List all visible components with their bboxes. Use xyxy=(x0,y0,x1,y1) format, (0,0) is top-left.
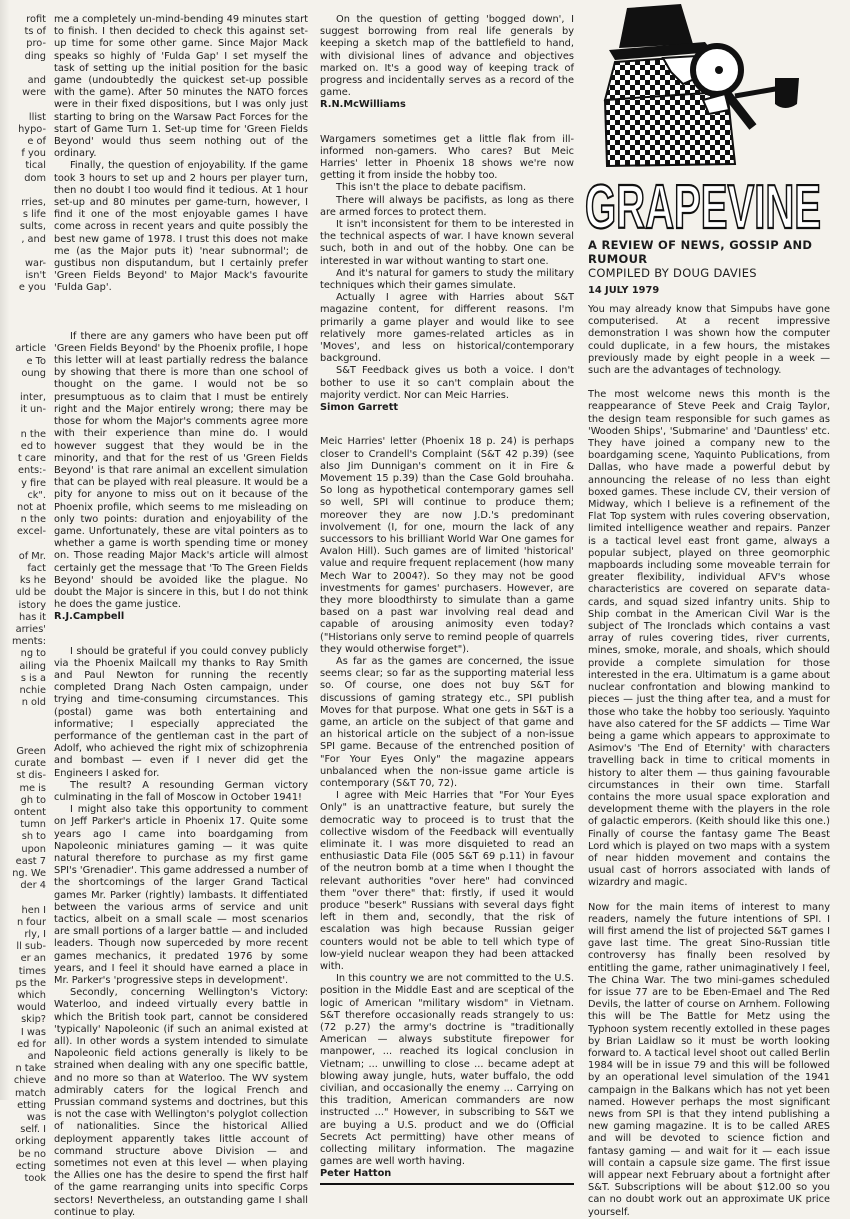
gutter-text-fragment: ed to xyxy=(20,441,46,452)
gutter-text-fragment: me is xyxy=(19,782,46,794)
byline: COMPILED BY DOUG DAVIES xyxy=(588,266,757,280)
gutter-text-fragment: I was xyxy=(20,1026,46,1038)
col3-paragraph: The most welcome news this month is the reappearance of Steve Peek and Craig Taylor, the design team responsible for such games as 'Wooden Ships', 'Submarine' and 'Dauntless' etc. They have joined a company new to the boardgaming scene, Yaquinto Publications, from Dallas, who have made a powerful debut by announcing the release of no less than eight boxed games. These include CV, their version of Midway, which I believe is a refinement of the Flat Top system with rules covering observation, limited intelligence weather and repairs. Panzer is a tactical level east front game, always a popular subject, played on three geomorphic mapboards including some moveable terrain for greater flexibility, individual AFV's whose characteristics are covered on separate data-cards, and squad sized infantry units. Ship to Ship combat in the American Civil War is the subject of The Ironclads which contains a vast array of rules covering tides, river currents, mines, smoke, morale, and shoals, which should provide a complete simulation for those interested in the era. Ultimatum is a game about nuclear confrontation and blowing mankind to pieces — just the thing after tea, and a must for those who take the hobby too seriously. Yaquinto have also catered for the SF addicts — Time War being a game which appears to approximate to Asimov's 'The End of Eternity' with characters travelling back in time to critical moments in history to alter them — thus gaining favourable circumstances in their own time. Starfall contains the more usual space exploration and development theme with the players in the role of galactic emperors. (Keith should like this one.) Finally of course the fantasy game The Beast Lord which is played on two maps with a system of near hidden movement and contains the usual cast of horrors associated with lands of wizardry and magic. xyxy=(588,389,830,889)
gutter-text-fragment: were xyxy=(22,87,46,99)
col1-paragraph: If there are any gamers who have been put off 'Green Fields Beyond' by the Phoenix profile, I hope this letter will at least partially redress the balance by showing that there is more than one school of thought on the game. I would not be so presumptuous as to claim that I must be entirely right and the Major entirely wrong; there may be those for whom the Major's comments agree more with their experience than mine do. I would however suggest that they would be in the minority, and that for the rest of us 'Green Fields Beyond' is that rare animal an excellent simulation that can be played with real pleasure. It would be a pity for anyone to miss out on it because of the Phoenix profile, which seems to me misleading on only two points: duration and enjoyability of the game. Unfortunately, these are vital pointers as to whether a game is worth spending time or money on. Those reading Major Mack's article will almost certainly get the message that 'To The Green Fields Beyond' should be avoided like the plague. No doubt the Major is sincere in this, but I do not think he does the game justice. xyxy=(54,330,308,611)
gutter-text-fragment: east 7 xyxy=(15,855,46,867)
col2-paragraph: I agree with Meic Harries that "For Your Eyes Only" is an unattractive feature, but surely the democratic way to proceed is to trust that the collective wisdom of the Feedback will eventually eliminate it. I was more disquieted to read an enthusiastic Data File (005 S&T 69 p.11) in favour of the neutron bomb at a time when I thought the relevant authorities "over here" had convinced them "over there" that: firstly, if used it would produce "beserk" Russians with several days fight left in them and, secondly, that the risk of escalation was high because Russian geiger counters would not be able to tell which type of low-yield nuclear weapon they had been attacked with. xyxy=(320,790,574,973)
gutter-text-fragment: der 4 xyxy=(20,880,46,892)
gutter-text-fragment: n take xyxy=(15,1063,46,1075)
gutter-text-fragment: hypo- xyxy=(18,123,46,135)
gutter-text-fragment: ding xyxy=(24,50,46,62)
col1-paragraph: Finally, the question of enjoyability. If the game took 3 hours to set up and 2 hours per player turn, then no doubt I too would find it tedious. At 1 hour set-up and 80 minutes per game-turn, however, I find it one of the most enjoyable games I have come across in recent years and quite possibly the best new game of 1978. I trust this does not make me (as the Major puts it) 'near subnormal'; de gustibus non disputandum, but I certainly prefer 'Green Fields Beyond' to Major Mack's favourite 'Fulda Gap'. xyxy=(54,160,308,294)
gutter-text-fragment: hen I xyxy=(21,904,46,916)
gutter-text-fragment: ck". xyxy=(27,489,46,501)
col2-paragraph: As far as the games are concerned, the issue seems clear; so far as the supporting material less so. Of course, one does not buy S&T for discussions of gaming strategy etc., SPI publish Moves for that purpose. What one gets in S&T is a game, an article on the subject of that game and an historical article on the subject of a non-issue SPI game. Because of the entrenched position of "For Your Eyes Only" the magazine appears unbalanced when the non-issue game article is contemporary (S&T 70, 72). xyxy=(320,655,574,789)
gutter-text-fragment: ps the xyxy=(15,977,46,989)
gutter-text-fragment: ed for xyxy=(17,1038,46,1050)
gutter-text-fragment: match xyxy=(15,1087,46,1099)
gutter-text-fragment: war- xyxy=(25,258,46,269)
gutter-text-fragment: tumn xyxy=(20,819,46,831)
gutter-text-fragment: orking xyxy=(15,1136,46,1148)
end-rule xyxy=(320,1183,574,1185)
gutter-text-fragment: ts of xyxy=(24,26,46,38)
gutter-text-fragment: s life xyxy=(22,209,46,221)
gutter-text-fragment: ecting xyxy=(15,1160,46,1172)
gutter-text-fragment: isn't xyxy=(25,270,46,282)
gutter-text-fragment: article xyxy=(15,343,46,355)
gutter-text-fragment: er an xyxy=(20,953,46,965)
gutter-text-fragment: tical xyxy=(25,160,46,172)
col1-paragraph: me a completely un-mind-bending 49 minutes start to finish. I then decided to check this against set-up time for some other game. Since Major Mack speaks so highly of 'Fulda Gap' I set myself the task of setting up the initial position for the basic game (undoubtedly the quickest set-up possible with the game). After 50 minutes the NATO forces were in their fixed dispositions, but I was only just starting to bring on the Warsaw Pact Forces for the start of Game Turn 1. Set-up time for 'Green Fields Beyond' would thus seem nothing out of the ordinary. xyxy=(54,14,308,160)
gutter-text-fragment: has it xyxy=(19,611,46,623)
gutter-text-fragment: e you xyxy=(18,282,46,294)
gutter-text-fragment: it un- xyxy=(20,404,46,416)
column-2 xyxy=(320,14,574,1185)
col1-paragraph: Secondly, concerning Wellington's Victory: Waterloo, and indeed virtually every battle in which the British took part, cannot be considered 'typically' Napoleonic (if such an animal existed at all). In other words a system intended to simulate Napoleonic field actions generally is likely to be strained when dealing with any one specific battle, and no more so than at Waterloo. The WV system admirably caters for the logical French and Prussian command systems and doctrines, but this is not the case with Wellington's polyglot collection of nationalities. Since the historical Allied deployment apparently takes little account of command structure above Division — and sometimes not even at this level — when playing the Allies one has the desire to spend the first half of the game rearranging units into specific Corps sectors! Nevertheless, an outstanding game I shall continue to play. xyxy=(54,987,308,1218)
gutter-text-fragment: and xyxy=(27,1051,46,1062)
gutter-text-fragment: upon xyxy=(21,843,46,855)
col2-paragraph: S&T Feedback gives us both a voice. I don't bother to use it so can't complain about the majority verdict. Nor can Meic Harries. xyxy=(320,365,574,401)
gutter-text-fragment: excel- xyxy=(16,526,46,538)
gutter-text-fragment: etting xyxy=(17,1099,46,1111)
gutter-text-fragment: n old xyxy=(21,697,46,709)
gutter-text-fragment: rries, xyxy=(21,197,46,208)
gutter-text-fragment: ents:- xyxy=(17,465,46,477)
gutter-text-fragment: s is a xyxy=(20,672,46,684)
gutter-text-fragment: times xyxy=(18,965,46,977)
gutter-text-fragment: self. I xyxy=(20,1124,46,1136)
gutter-text-fragment: t care xyxy=(17,453,46,465)
gutter-text-fragment: ng. We xyxy=(12,868,46,879)
gutter-text-fragment: oung xyxy=(21,367,46,379)
gutter-text-fragment: nchie xyxy=(19,685,46,696)
gutter-text-fragment: not at xyxy=(16,502,46,513)
gutter-text-fragment: would xyxy=(16,1002,46,1014)
col2-paragraph: On the question of getting 'bogged down', I suggest borrowing from real life generals by keeping a sketch map of the battlefield to hand, with divisional lines of advance and objectives marked on. It's a good way of keeping track of progress and incidentally serves as a record of the game. xyxy=(320,14,574,99)
left-gutter-fragments xyxy=(0,0,46,1184)
gutter-text-fragment: e To xyxy=(26,355,46,367)
detective-illustration xyxy=(585,0,830,172)
col1-paragraph: I should be grateful if you could convey publicly via the Phoenix Mailcall my thanks to Ray Smith and Paul Newton for running the recently completed Drang Nach Osten campaign, under trying and time-consuming circumstances. This (postal) game was both entertaining and informative; I especially appreciated the performance of the gentleman cast in the part of Adolf, who achieved the right mix of schizophrenia and bombast — even if I never did get the Engineers I asked for. xyxy=(54,645,308,779)
col1-paragraph: The result? A resounding German victory culminating in the fall of Moscow in October 1941! xyxy=(54,779,308,803)
gutter-text-fragment: f you xyxy=(21,148,46,160)
gutter-text-fragment: n the xyxy=(20,514,46,526)
gutter-text-fragment: skip? xyxy=(21,1014,46,1026)
gutter-text-fragment: ontent xyxy=(13,807,46,818)
letter-signature: R.N.McWilliams xyxy=(320,99,406,111)
gutter-text-fragment: llist xyxy=(28,111,46,123)
gutter-text-fragment: was xyxy=(26,1112,46,1123)
gutter-text-fragment: ng to xyxy=(20,648,46,660)
gutter-text-fragment: sh to xyxy=(21,831,46,843)
letter-signature: R.J.Campbell xyxy=(54,611,125,623)
gutter-text-fragment: uld be xyxy=(15,587,46,599)
col2-paragraph: This isn't the place to debate pacifism. xyxy=(336,182,527,194)
gutter-text-fragment: y fire xyxy=(21,477,46,489)
page-title xyxy=(583,170,823,242)
gutter-text-fragment: n four xyxy=(16,916,46,928)
gutter-text-fragment: rly, I xyxy=(24,929,46,940)
grapevine-masthead-illustration xyxy=(585,0,830,176)
col1-paragraph: I might also take this opportunity to comment on Jeff Parker's article in Phoenix 17. Quite some years ago I came into boardgaming from Napoleonic miniatures gaming — it was quite natural therefore to purchase as my first game SPI's 'Grenadier'. This game addressed a number of the shortcomings of the larger Grand Tactical games Mr. Parker (rightly) lambasts. It diffentiated between the various arms of service and unit tactics, albeit on a small scale — most scenarios are small portions of a larger battle — and included leaders. Though now superceded by more recent games mechanics, it predated 1976 by some years, and I feel it should have earned a place in Mr. Parker's 'progressive steps in development'. xyxy=(54,804,308,987)
gutter-text-fragment: ll sub- xyxy=(16,941,46,953)
letter-signature: Simon Garrett xyxy=(320,402,399,414)
gutter-text-fragment: istory xyxy=(18,599,46,611)
grapevine-title-text: GRAPEVINE xyxy=(585,173,821,242)
gutter-text-fragment: Green xyxy=(16,746,46,757)
gutter-text-fragment: inter, xyxy=(20,392,46,404)
page-subtitle: A REVIEW OF NEWS, GOSSIP AND RUMOUR xyxy=(588,238,813,266)
gutter-text-fragment: arries' xyxy=(15,624,46,635)
gutter-text-fragment: and xyxy=(27,75,46,86)
gutter-text-fragment: sults, xyxy=(19,221,46,233)
column-3 xyxy=(588,304,830,1219)
gutter-text-fragment: curate xyxy=(14,758,46,770)
column-1 xyxy=(54,14,308,1219)
gutter-text-fragment: of Mr. xyxy=(18,550,46,562)
gutter-text-fragment: rofit xyxy=(26,14,46,25)
gutter-text-fragment: be no xyxy=(18,1148,46,1160)
col2-paragraph: In this country we are not committed to the U.S. position in the Middle East and are sceptical of the logic of American "military wisdom" in Vietnam. S&T therefore occasionally reads strangely to us: (72 p.27) the army's doctrine is "traditionally American — always substitute firepower for manpower, ... reached its logical conclusion in Vietnam; ... unwilling to close ... became adept at blowing away jungle, huts, water buffalo, the odd civilian, and occasionally the enemy ... Carrying on this tradition, American commanders are now instructed ..." However, in subscribing to S&T we are buying a U.S. product and we do (Official Secrets Act permitting) have other means of collecting military information. The magazine games are well worth having. xyxy=(320,973,574,1168)
gutter-text-fragment: pro- xyxy=(26,38,46,50)
gutter-text-fragment: , and xyxy=(21,233,46,245)
gutter-text-fragment: ments: xyxy=(11,636,46,648)
col2-paragraph: Wargamers sometimes get a little flak from ill-informed non-gamers. Who cares? But Meic Harries' letter in Phoenix 18 shows we're now getting it from inside the hobby too. xyxy=(320,133,574,182)
col2-paragraph: And it's natural for gamers to study the military techniques which their games simulate. xyxy=(320,267,574,292)
gutter-text-fragment: ailing xyxy=(19,660,46,672)
dateline: 14 JULY 1979 xyxy=(588,285,660,296)
gutter-text-fragment: ks he xyxy=(19,575,46,587)
gutter-text-fragment: n the xyxy=(20,428,46,440)
letter-signature: Peter Hatton xyxy=(320,1168,392,1180)
gutter-text-fragment: st dis- xyxy=(16,770,46,782)
gutter-text-fragment: dom xyxy=(24,172,46,184)
gutter-text-fragment: which xyxy=(17,990,46,1001)
gutter-text-fragment: chieve xyxy=(13,1075,46,1087)
col2-paragraph: There will always be pacifists, as long as there are armed forces to protect them. xyxy=(320,194,574,218)
gutter-text-fragment: gh to xyxy=(20,794,46,806)
col2-paragraph: Actually I agree with Harries about S&T magazine content, for different reasons. I'm primarily a game player and would like to see relatively more games-related articles as in 'Moves', and less on historical/contemporary background. xyxy=(320,292,574,365)
gutter-text-fragment: took xyxy=(24,1173,46,1184)
gutter-text-fragment: fact xyxy=(27,563,46,574)
col2-paragraph: Meic Harries' letter (Phoenix 18 p. 24) is perhaps closer to Crandell's Complaint (S&T 42 p.39) (see also Jim Dunnigan's comment on it in Fire & Movement 15 p.39) than the Case Gold brouhaha. So long as hypothetical contemporary games sell so well, SPI will continue to produce them; moreover they are now J.D.'s predominant involvement (I, for one, mourn the lack of any successors to his brilliant World War One games for Avalon Hill). Such games are of limited 'historical' value and require frequent replacement (how many Mech War to 2004?). So they may not be good investments for games' purchasers. However, are they more bloodthirsty to simulate than a game based on a past war involving real dead and capable of arousing animosity even today? ("Historians only serve to remind people of quarrels they would otherwise forget"). xyxy=(320,436,574,655)
col3-paragraph: Now for the main items of interest to many readers, namely the future intentions of SPI. I will first amend the list of projected S&T games I gave last time. The great Sino-Russian title controversy has finally been resolved by entitling the game, rather unimaginatively I feel, The China War. The two mini-games scheduled for issue 77 are to be Eben-Emael and The Red Devils, the latter of course on Arnhem. Following this will be The Battle for Metz using the Typhoon system recently extolled in these pages by Brian Laidlaw so it must be worth looking forward to. A tactical level shoot out called Berlin 1984 will be in issue 79 and this will be followed by an operational level simulation of the 1941 campaign in the Balkans which has not yet been named. However perhaps the most significant news from SPI is that they intend publishing a new gaming magazine. It is to be called ARES and will be devoted to science fiction and fantasy gaming — and wait for it — each issue will contain a capsule size game. The first issue will appear next February about a fortnight after S&T. Subscriptions will be about $12.00 so you can no doubt work out an approximate UK price yourself. xyxy=(588,901,830,1218)
gutter-text-fragment: e of xyxy=(27,136,46,147)
col2-paragraph: It isn't inconsistent for them to be interested in the technical aspects of war. I have known several such, both in and out of the hobby. One can be interested in war without wanting to start one. xyxy=(320,219,574,267)
col3-paragraph: You may already know that Simpubs have gone computerised. At a recent impressive demonstration I was shown how the computer could duplicate, in a few hours, the mistakes previously made by eight people in a week — such are the advantages of technology. xyxy=(588,304,830,377)
